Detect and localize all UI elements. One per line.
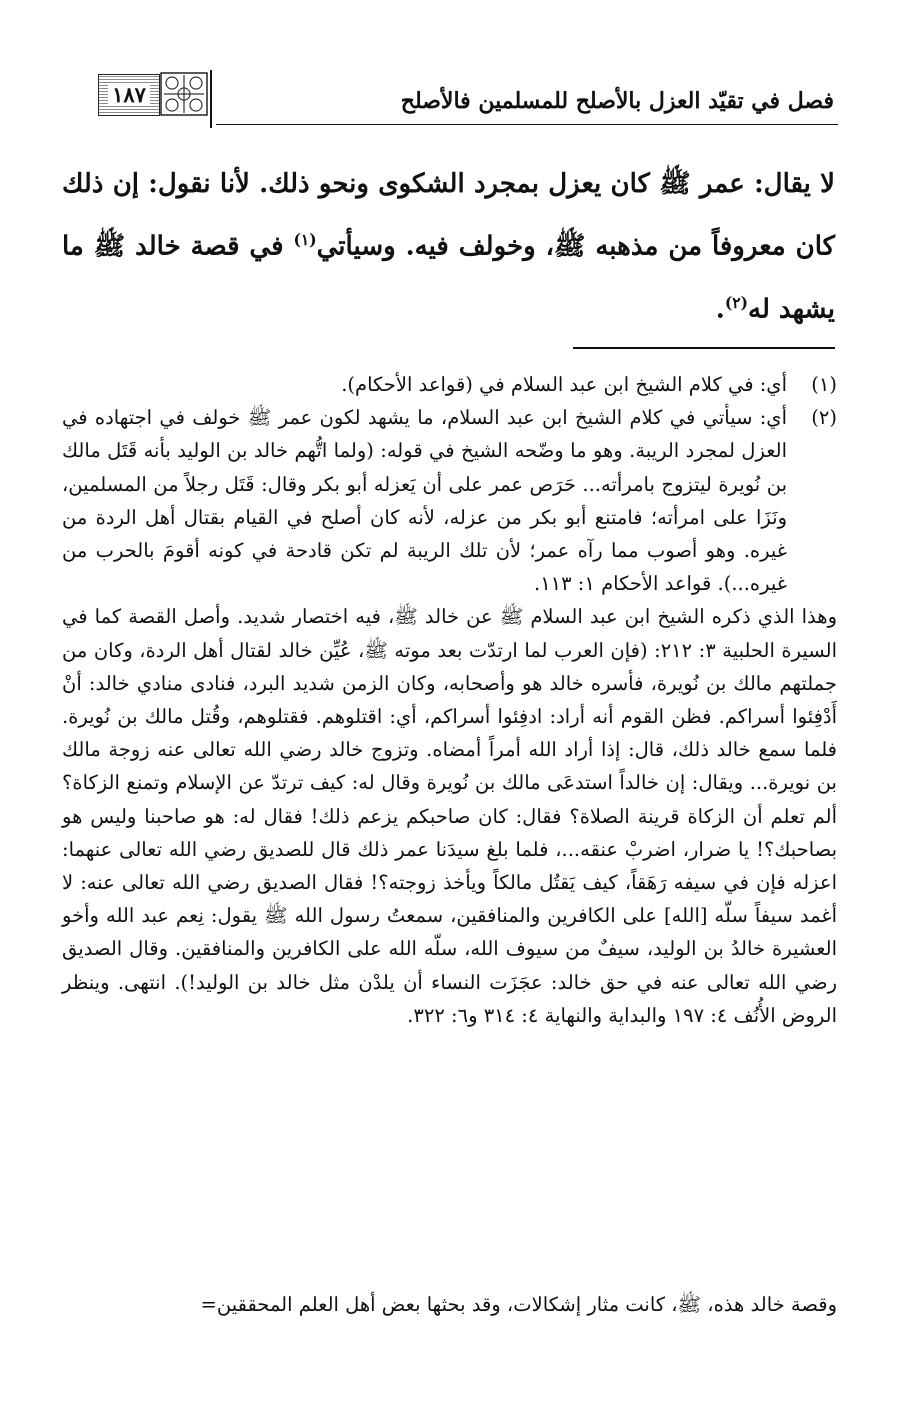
footnote-last-line: وقصة خالد هذه، ﷺ، كانت مثار إشكالات، وقد بحثها بعض أهل العلم المحققين= [200, 1293, 837, 1316]
footnote-text: أي: في كلام الشيخ ابن عبد السلام في (قواعد الأحكام). [341, 373, 787, 396]
footnote-continuation: وهذا الذي ذكره الشيخ ابن عبد السلام ﷺ عن خالد ﷺ، فيه اختصار شديد. وأصل القصة كما في السيرة الحلبية ٣: ٢١٢: (فإن العرب لما ارتدّت بعد موته ﷺ، عُيِّن خالد لقتال أهل الردة، وكان من جملتهم مالك بن نُويرة، فأسره خالد هو وأصحابه، وكان الزمن شديد البرد، فنادى منادي خالد: أنْ أَدْفِئوا أسراكم. فظن القوم أنه أراد: ادفِئوا أسراكم، أي: اقتلوهم. فقتلوهم، وقُتل مالك بن نُويرة. فلما سمع خالد ذلك، قال: إذا أراد الله أمراً أمضاه. وتزوج خالد رضي الله تعالى عنه زوجة مالك بن نويرة... ويقال: إن خالداً استدعَى مالك بن نُويرة وقال له: كيف ترتدّ عن الإسلام وتمنع الزكاة؟ ألم تعلم أن الزكاة قرينة الصلاة؟ فقال: كان صاحبكم يزعم ذلك! فقال له: هو صاحبنا وليس هو بصاحبك؟! يا ضرار، اضربْ عنقه...، فلما بلغ سيدَنا عمر ذلك قال للصديق رضي الله تعالى عنهما: اعزله فإن في سيفه رَهَقاً، كيف يَقتُل مالكاً ويأخذ زوجته؟! فقال الصديق رضي الله تعالى عنه: لا أغمد سيفاً سلّه [الله] على الكافرين والمنافقين، سمعتُ رسول الله ﷺ يقول: نِعم عبد الله وأخو العشيرة خالدُ بن الوليد، سيفٌ من سيوف الله، سلّه الله على الكافرين والمنافقين. وقال الصديق رضي الله تعالى عنه في حق خالد: عجَزَت النساء أن يلدْن مثل خالد بن الوليد!). انتهى. وينظر الروض الأُنُف ٤: ١٩٧ والبداية والنهاية ٤: ٣١٤ و٦: ٣٢٢. [62, 605, 838, 1027]
ornament-icon [160, 72, 208, 116]
footnote-ref-2: (٢) [724, 292, 749, 312]
main-text [62, 156, 835, 337]
header-rule [216, 124, 838, 125]
main-paragraph: لا يقال: عمر ﷺ كان يعزل بمجرد الشكوى ونحو ذلك. لأنا نقول: إن ذلك كان معروفاً من مذهبه ﷺ، وخولف فيه. وسيأتي$^{(١)}$ في قصة خالد ﷺ ما يشهد له$^{(٢)}$. [62, 169, 835, 325]
footnote-number: (١) [811, 373, 837, 396]
header-divider [210, 70, 212, 128]
footnote-number: (٢) [811, 406, 837, 430]
footnotes [62, 368, 837, 1032]
footnote-2 [62, 401, 837, 600]
footnote-text: أي: سيأتي في كلام الشيخ ابن عبد السلام، ما يشهد لكون عمر ﷺ خولف في اجتهاده في العزل لمجرد الريبة. وهو ما وضّحه الشيخ في قوله: (ولما اتُّهم خالد بن الوليد بأنه قَتَل مالك بن نُويرة ليتزوج بامرأته... حَرَص عمر على أن يَعزله أبو بكر وقال: قَتَل رجلاً من المسلمين، ونَزَا على امرأته؛ فامتنع أبو بكر من عزله، لأنه كان أصلح في القيام بقتال أهل الردة من غيره. وهو أصوب مما رآه عمر؛ لأن تلك الريبة لم تكن قادحة في كونه أقومَ بالحرب من غيره...). قواعد الأحكام ١: ١١٣. [62, 406, 787, 596]
page-number-frame [98, 74, 160, 116]
footnote-ref-1: (١) [293, 230, 317, 249]
header-title: فصل في تقيّد العزل بالأصلح للمسلمين فالأصلح [400, 88, 834, 114]
running-header [98, 68, 838, 126]
footnote-separator [573, 347, 835, 349]
page-number: ١٨٧ [108, 84, 150, 106]
footnote-1 [62, 368, 837, 401]
